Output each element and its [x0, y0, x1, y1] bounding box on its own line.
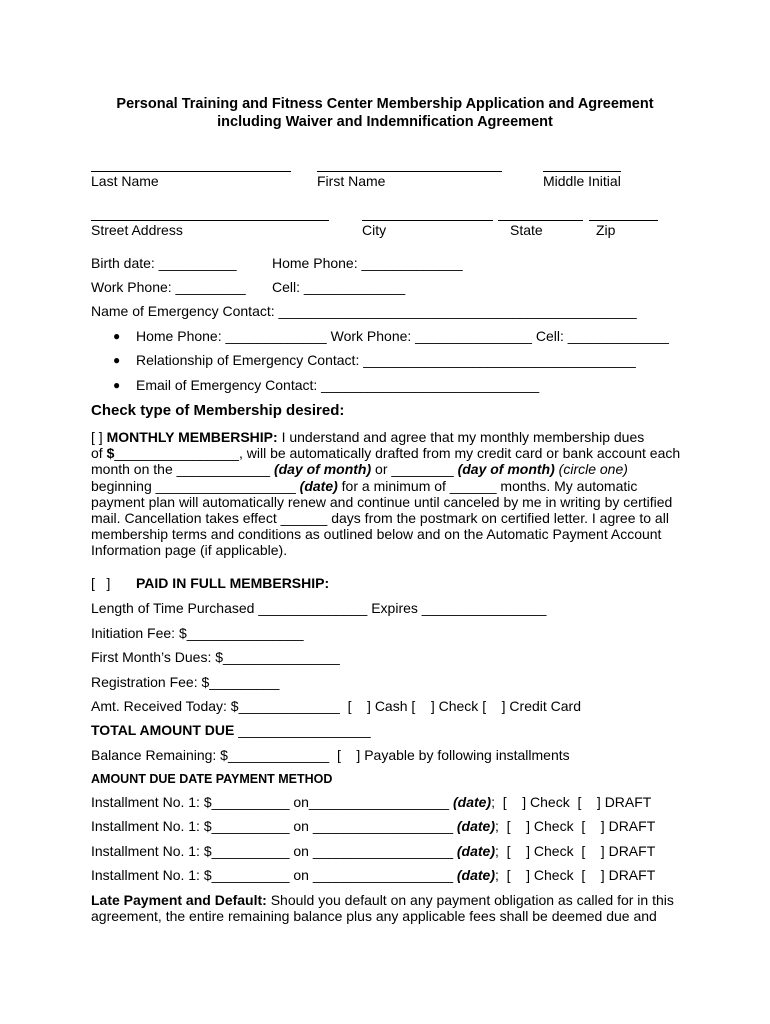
- emergency-contact-name-field[interactable]: Name of Emergency Contact: ______________________________________________: [91, 303, 637, 319]
- length-of-time-field[interactable]: Length of Time Purchased ______________ Expires ________________: [91, 600, 547, 616]
- installment-row[interactable]: Installment No. 1: $__________ on __________________ (date); [ ] Check [ ] DRAFT: [91, 843, 656, 859]
- installment-columns-heading: AMOUNT DUE DATE PAYMENT METHOD: [91, 772, 333, 786]
- paid-in-full-checkbox[interactable]: [ ]: [91, 575, 111, 591]
- city-line[interactable]: [362, 220, 493, 221]
- state-label: State: [510, 222, 543, 238]
- bullet-icon: ●: [113, 329, 121, 343]
- bullet-icon: ●: [113, 378, 121, 392]
- work-phone-field[interactable]: Work Phone: _________: [91, 279, 246, 295]
- city-label: City: [362, 222, 387, 238]
- late-payment-label: Late Payment and Default:: [91, 892, 267, 908]
- middle-initial-line[interactable]: [543, 171, 621, 172]
- street-address-line[interactable]: [91, 220, 329, 221]
- monthly-membership-paragraph: [ ] MONTHLY MEMBERSHIP: I understand and agree that my monthly membership dues of $________________, will be automatically drafted from my credit card or bank account each month on the ____________ (day of month) or ________ (day of month) (circle one) beginning __________________ (date) for a minimum of ______ months. My automatic payment plan will automatically renew and continue until canceled by me in writing by certified mail. Cancellation takes effect ______ days from the postmark on certified letter. I agree to all membership terms and conditions as outlined below and on the Automatic Payment Account Information page (if applicable).: [91, 429, 681, 559]
- monthly-membership-checkbox[interactable]: [ ]: [91, 429, 103, 445]
- first-name-line[interactable]: [317, 171, 502, 172]
- installment-row[interactable]: Installment No. 1: $__________ on __________________ (date); [ ] Check [ ] DRAFT: [91, 818, 656, 834]
- bullet-icon: ●: [113, 353, 121, 367]
- zip-label: Zip: [596, 222, 616, 238]
- birth-date-field[interactable]: Birth date: __________: [91, 255, 237, 271]
- state-line[interactable]: [498, 220, 583, 221]
- zip-line[interactable]: [589, 220, 658, 221]
- installment-row[interactable]: Installment No. 1: $__________ on__________________ (date); [ ] Check [ ] DRAFT: [91, 794, 652, 810]
- home-phone-field[interactable]: Home Phone: _____________: [272, 255, 463, 271]
- document-title-line-1: Personal Training and Fitness Center Membership Application and Agreement: [116, 96, 654, 112]
- emergency-phones-field[interactable]: Home Phone: _____________ Work Phone: _______________ Cell: _____________: [136, 328, 669, 344]
- total-amount-due-field[interactable]: TOTAL AMOUNT DUE _________________: [91, 722, 371, 738]
- last-name-label: Last Name: [91, 173, 159, 189]
- installment-row[interactable]: Installment No. 1: $__________ on __________________ (date); [ ] Check [ ] DRAFT: [91, 867, 656, 883]
- registration-fee-field[interactable]: Registration Fee: $_________: [91, 674, 280, 690]
- late-payment-paragraph: Late Payment and Default: Should you default on any payment obligation as called for in this agreement, the entire remaining balance plus any applicable fees shall be deemed due and: [91, 892, 674, 925]
- street-address-label: Street Address: [91, 222, 183, 238]
- monthly-membership-label: MONTHLY MEMBERSHIP:: [106, 429, 278, 445]
- initiation-fee-field[interactable]: Initiation Fee: $_______________: [91, 625, 304, 641]
- balance-remaining-field[interactable]: Balance Remaining: $_____________ [ ] Payable by following installments: [91, 747, 570, 763]
- middle-initial-label: Middle Initial: [543, 173, 621, 189]
- document-title-line-2: including Waiver and Indemnification Agreement: [217, 114, 553, 130]
- amount-received-today-field[interactable]: Amt. Received Today: $_____________ [ ] Cash [ ] Check [ ] Credit Card: [91, 698, 581, 714]
- last-name-line[interactable]: [91, 171, 291, 172]
- first-name-label: First Name: [317, 173, 386, 189]
- paid-in-full-label: PAID IN FULL MEMBERSHIP:: [136, 575, 330, 591]
- total-amount-due-label: TOTAL AMOUNT DUE: [91, 722, 235, 738]
- first-month-dues-field[interactable]: First Month’s Dues: $_______________: [91, 649, 340, 665]
- membership-type-heading: Check type of Membership desired:: [91, 402, 345, 419]
- emergency-relationship-field[interactable]: Relationship of Emergency Contact: ___________________________________: [136, 352, 636, 368]
- cell-field[interactable]: Cell: _____________: [272, 279, 406, 295]
- emergency-email-field[interactable]: Email of Emergency Contact: ____________________________: [136, 377, 540, 393]
